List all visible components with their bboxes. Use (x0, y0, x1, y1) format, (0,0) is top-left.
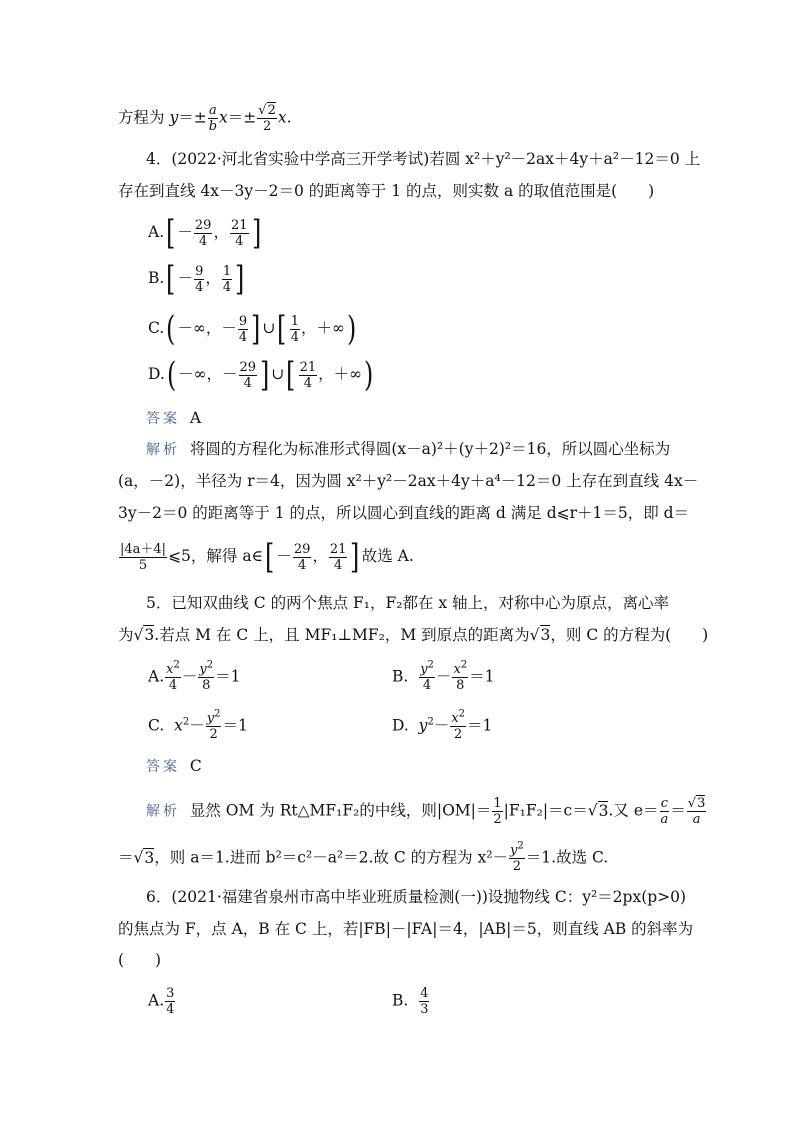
q4-option-d: D.( －∞，－ $\frac{29}{4}$ ] ∪[ $\frac{21}{4}$ ，＋∞) (148, 355, 374, 395)
q5-analysis-2: ＝√3，则 a＝1.进而 b²＝c²－a²＝2.故 C 的方程为 x²－ $\frac{y^2}{2}$ ＝1.故选 C. (118, 840, 609, 874)
q4-answer: 答案 A (146, 409, 202, 427)
top-pre: 方程为 (118, 108, 165, 127)
q6-line3: ( ) (118, 951, 162, 969)
q6-option-b: B. $\frac{4}{3}$ (392, 986, 429, 1017)
fraction-a-over-b: $\frac{a}{b}$ (208, 103, 218, 134)
q5-option-a: A. $\frac{x^2}{4}$ － $\frac{y^2}{8}$ ＝1 (148, 659, 241, 693)
fraction-root2-over-2: $\frac{√2}{2}$ (258, 103, 276, 134)
fraction-abs-4a4-over-5: $\frac{|4a+4|}{5}$ (120, 541, 167, 573)
q5-option-c: C. $x^2-$ $\frac{y^2}{2}$ ＝1 (148, 708, 248, 742)
q4-analysis-1: 解析 将圆的方程化为标准形式得圆(x－a)²＋(y＋2)²＝16，所以圆心坐标为 (146, 440, 671, 458)
q4-line2: 存在到直线 4x－3y－2＝0 的距离等于 1 的点，则实数 a 的取值范围是( ) (118, 182, 655, 200)
answer-label: 答案 (146, 411, 180, 427)
q4-analysis-2: (a，－2)，半径为 r＝4，因为圆 x²＋y²－2ax＋4y＋a⁴－12＝0 上存在到直线 4x－ (118, 472, 699, 490)
q6-option-a: A. $\frac{3}{4}$ (148, 986, 175, 1017)
q4-option-a: A.[ － $\frac{29}{4}$ ， $\frac{21}{4}$ ] (148, 213, 261, 253)
top-line: 方程为 y＝± $\frac{a}{b}$ x＝± $\frac{√2}{2}$ x. (118, 103, 292, 134)
q4-option-c: C.( －∞，－ $\frac{9}{4}$ ] ∪[ $\frac{1}{4}$ ，＋∞) (148, 309, 357, 349)
q6-line1: 6．(2021·福建省泉州市高中毕业班质量检测(一))设抛物线 C：y²＝2px(p>0) (146, 888, 687, 906)
q5-option-d: D. $y^2-$ $\frac{x^2}{2}$ ＝1 (392, 708, 493, 742)
q5-answer: 答案 C (146, 757, 202, 775)
q5-option-b: B. $\frac{y^2}{4}$ － $\frac{x^2}{8}$ ＝1 (392, 659, 495, 693)
q4-analysis-3: 3y－2＝0 的距离等于 1 的点，所以圆心到直线的距离 d 满足 d⩽r＋1＝5，即 d＝ (118, 504, 690, 522)
q5-line1: 5．已知双曲线 C 的两个焦点 F₁，F₂都在 x 轴上，对称中心为原点，离心率 (146, 594, 670, 612)
q6-line2: 的焦点为 F，点 A，B 在 C 上，若|FB|－|FA|＝4，|AB|＝5，则直线 AB 的斜率为 (118, 920, 694, 938)
q4-analysis-4: $\frac{|4a+4|}{5}$ ⩽5，解得 a∈[ － $\frac{29}{4}$ ， $\frac{21}{4}$ ] 故选 A. (120, 537, 414, 577)
q4-option-b: B.[ － $\frac{9}{4}$ ， $\frac{1}{4}$ ] (148, 259, 245, 299)
q5-analysis-1: 解析 显然 OM 为 Rt△MF₁F₂的中线，则|OM|＝ $\frac{1}{2}$ |F₁F₂|＝c＝√3.又 e＝ $\frac{c}{a}$ ＝ $\frac{√3}{a}$ (146, 796, 706, 827)
analysis-label: 解析 (146, 442, 180, 458)
q4-line1: 4．(2022·河北省实验中学高三开学考试)若圆 x²＋y²－2ax＋4y＋a²－12＝0 上 (146, 150, 701, 168)
answer-label: 答案 (146, 759, 180, 775)
analysis-label: 解析 (146, 803, 180, 820)
q5-line2: 为√3.若点 M 在 C 上，且 MF₁⊥MF₂，M 到原点的距离为√3，则 C 的方程为( ) (118, 626, 709, 644)
